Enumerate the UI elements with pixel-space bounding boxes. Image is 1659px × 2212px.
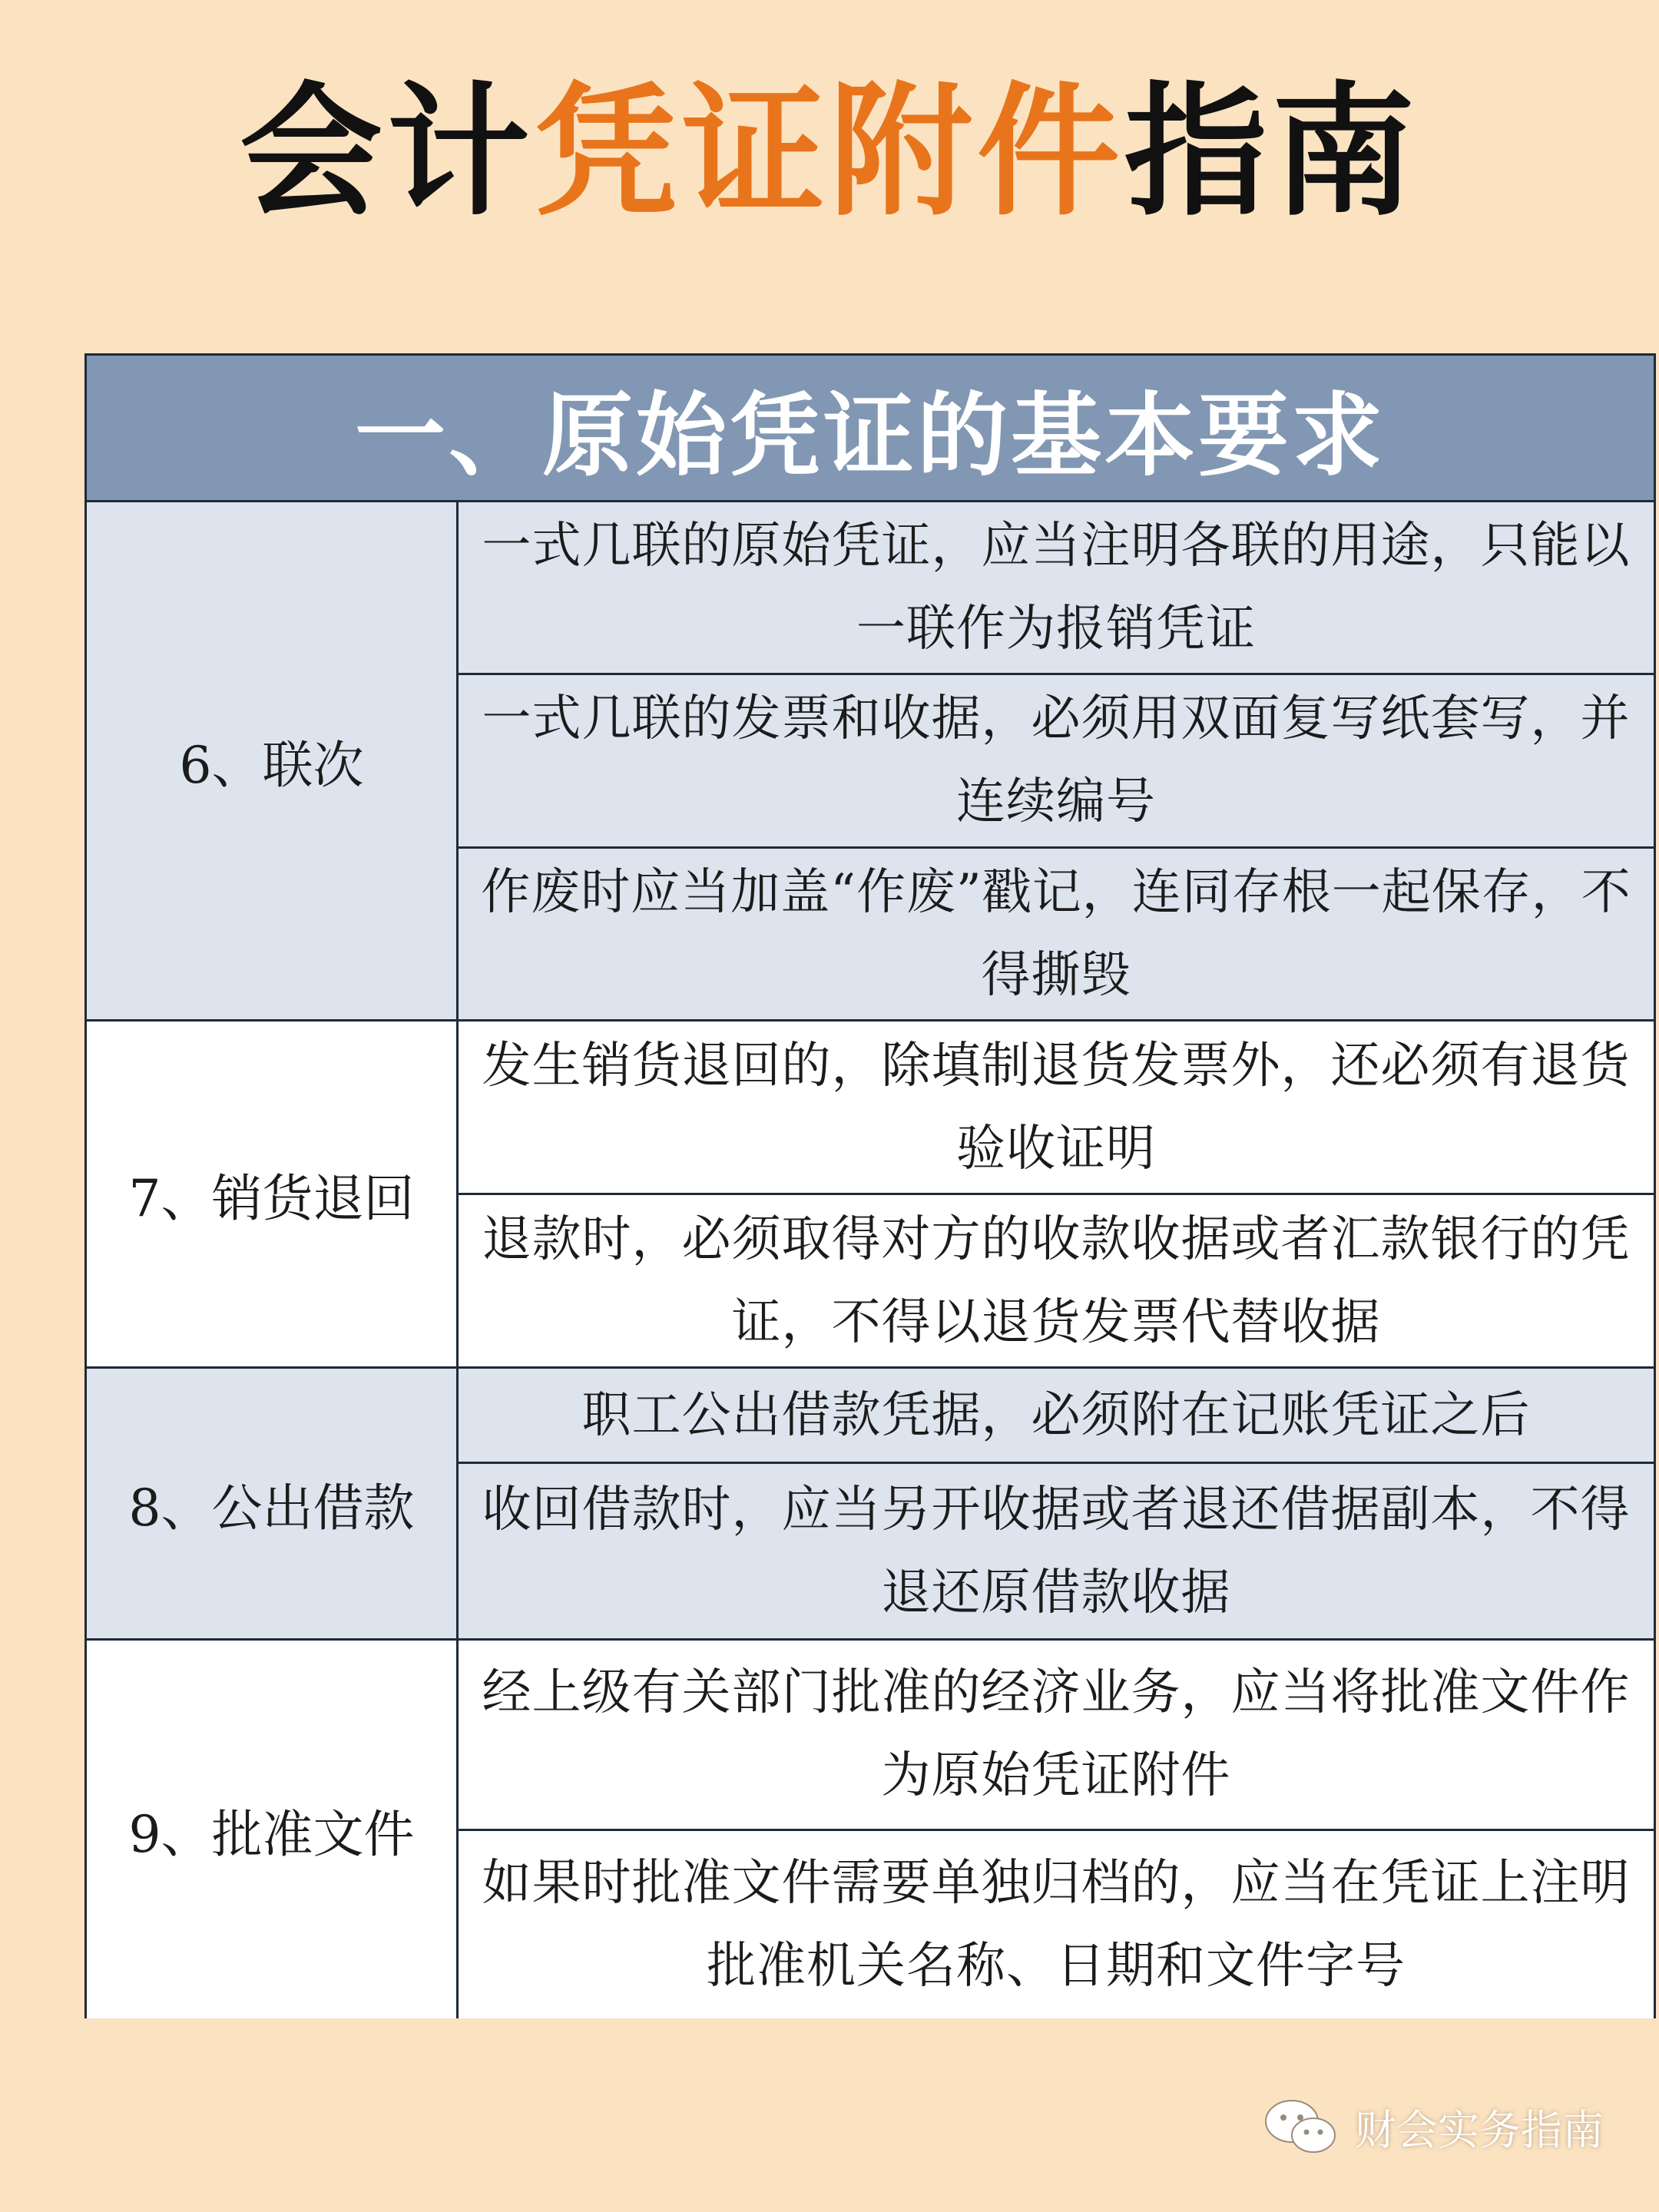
group-approval-docs: [87, 1641, 1654, 2018]
group-label: 9、批准文件: [87, 1641, 459, 2018]
watermark-text: 财会实务指南: [1355, 2105, 1604, 2154]
watermark: [1263, 2097, 1604, 2157]
table-cell: 发生销货退回的，除填制退货发票外，还必须有退货验收证明: [459, 1022, 1654, 1195]
table-cell: 作废时应当加盖“作废”戳记，连同存根一起保存，不得撕毁: [481, 863, 1631, 1004]
group-items: [459, 1022, 1654, 1366]
group-label: 7、销货退回: [87, 1022, 459, 1366]
table-cell: 一式几联的发票和收据，必须用双面复写纸套写，并连续编号: [459, 675, 1654, 848]
group-label: 8、公出借款: [87, 1369, 459, 1638]
group-label: 6、联次: [87, 502, 459, 1019]
table-cell: 经上级有关部门批准的经济业务，应当将批准文件作为原始凭证附件: [459, 1641, 1654, 1831]
requirements-table: [84, 353, 1656, 2018]
section-header: 一、原始凭证的基本要求: [87, 356, 1654, 502]
wechat-icon: [1263, 2097, 1339, 2157]
page-title: [0, 68, 1659, 237]
title-part-1: 会计: [239, 68, 535, 235]
group-items: [459, 502, 1654, 1019]
group-business-loan: [87, 1369, 1654, 1641]
table-cell: 退款时，必须取得对方的收款收据或者汇款银行的凭证，不得以退货发票代替收据: [482, 1210, 1631, 1351]
table-cell: 收回借款时，应当另开收据或者退还借据副本，不得退还原借款收据: [482, 1481, 1631, 1621]
group-sales-return: [87, 1022, 1654, 1369]
table-cell: 一式几联的原始凭证，应当注明各联的用途，只能以一联作为报销凭证: [459, 502, 1654, 675]
title-accent: 凭证附件: [534, 68, 1124, 235]
group-items: [459, 1641, 1654, 2018]
group-lianci: [87, 502, 1654, 1022]
title-part-3: 指南: [1124, 68, 1420, 235]
group-items: [459, 1369, 1654, 1638]
table-cell: 如果时批准文件需要单独归档的，应当在凭证上注明批准机关名称、日期和文件字号: [482, 1854, 1631, 1995]
table-cell: 职工公出借款凭据，必须附在记账凭证之后: [459, 1369, 1654, 1464]
